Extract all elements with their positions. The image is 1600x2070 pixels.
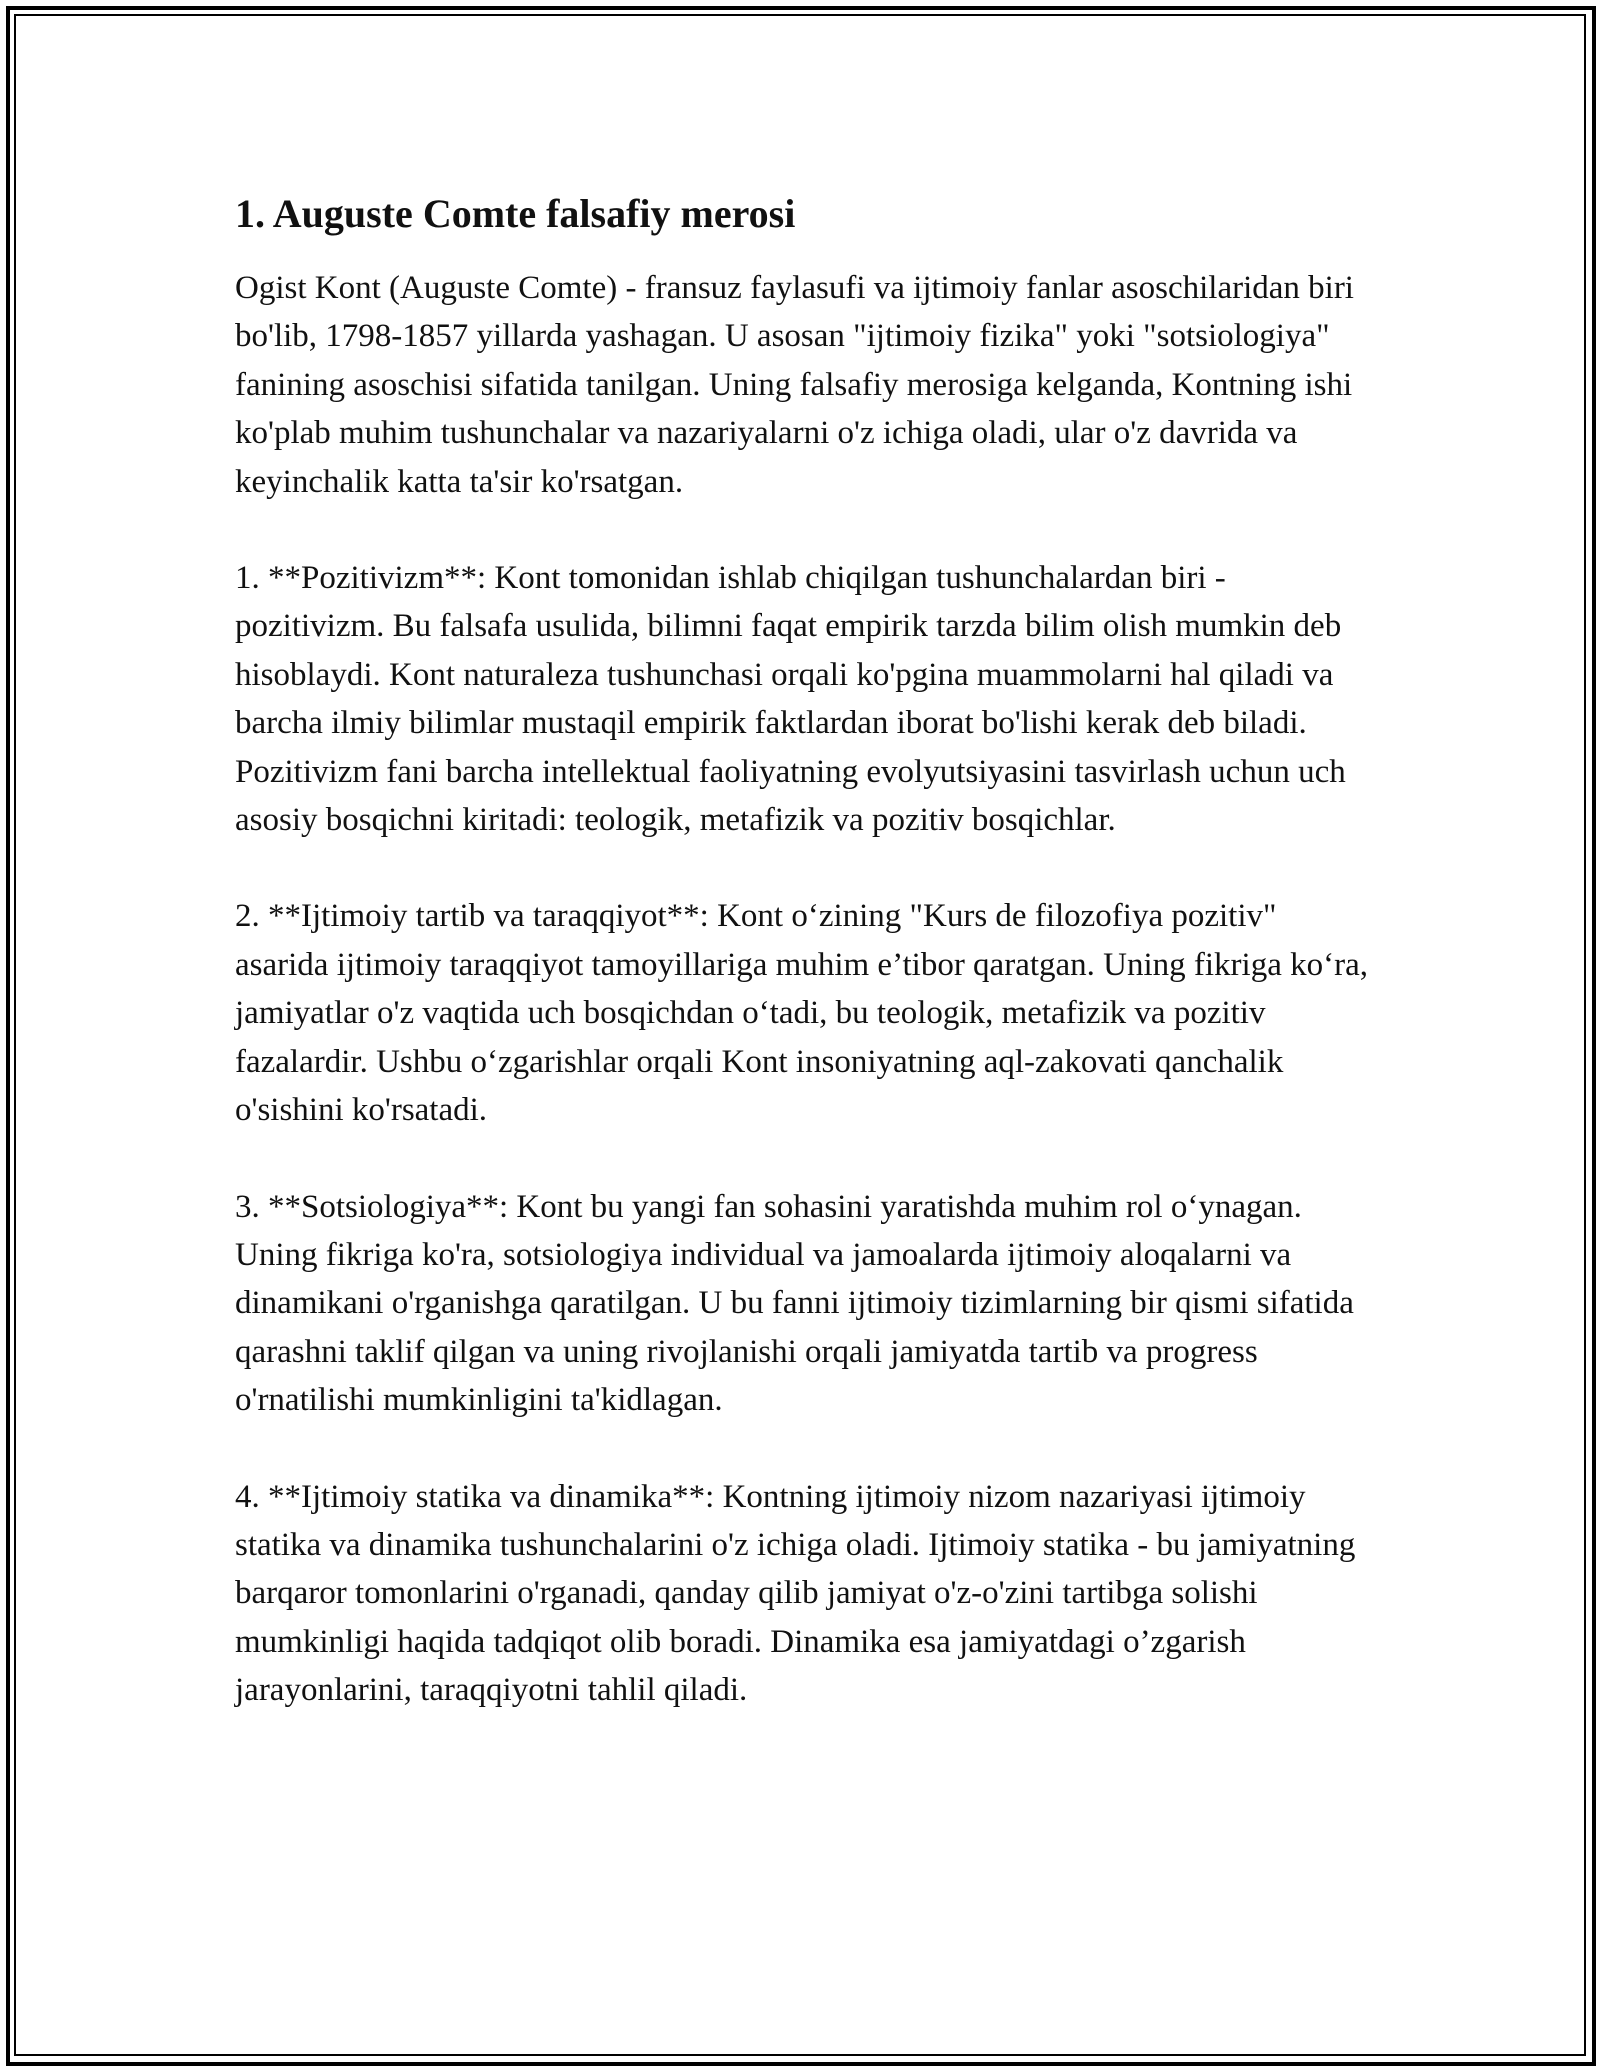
statika-dinamika-paragraph: 4. **Ijtimoiy statika va dinamika**: Kontning ijtimoiy nizom nazariyasi ijtimoiy statika va dinamika tushunchalarini o'z ichiga oladi. Ijtimoiy statika - bu jamiyatning barqaror tomonlarini o'rganadi, qanday qilib jamiyat o'z-o'zini tartibga solishi mumkinligi haqida tadqiqot olib boradi. Dinamika esa jamiyatdagi o’zgarish jarayonlarini, taraqqiyotni tahlil qiladi. (235, 1478, 1356, 1709)
sotsiologiya-paragraph: 3. **Sotsiologiya**: Kont bu yangi fan sohasini yaratishda muhim rol o‘ynagan. Uning fikriga ko'ra, sotsiologiya individual va jamoalarda ijtimoiy aloqalarni va dinamikani o'rganishga qaratilgan. U bu fanni ijtimoiy tizimlarning bir qismi sifatida qarashni taklif qilgan va uning rivojlanishi orqali jamiyatda tartib va progress o'rnatilishi mumkinligini ta'kidlagan. (235, 1188, 1354, 1419)
intro-paragraph: Ogist Kont (Auguste Comte) - fransuz faylasufi va ijtimoiy fanlar asoschilaridan biri bo'lib, 1798-1857 yillarda yashagan. U asosan "ijtimoiy fizika" yoki "sotsiologiya" fanining asoschisi sifatida tanilgan. Uning falsafiy merosiga kelganda, Kontning ishi ko'plab muhim tushunchalar va nazariyalarni o'z ichiga oladi, ular o'z davrida va keyinchalik katta ta'sir ko'rsatgan. (235, 270, 1354, 500)
document-body (235, 190, 1375, 1763)
pozitivizm-paragraph: 1. **Pozitivizm**: Kont tomonidan ishlab chiqilgan tushunchalardan biri - pozitivizm. Bu falsafa usulida, bilimni faqat empirik tarzda bilim olish mumkin deb hisoblaydi. Kont naturaleza tushunchasi orqali ko'pgina muammolarni hal qiladi va barcha ilmiy bilimlar mustaqil empirik faktlardan iborat bo'lishi kerak deb biladi. Pozitivizm fani barcha intellektual faoliyatning evolyutsiyasini tasvirlash uchun uch asosiy bosqichni kiritadi: teologik, metafizik va pozitiv bosqichlar. (235, 560, 1346, 839)
ijtimoiy-tartib-paragraph: 2. **Ijtimoiy tartib va taraqqiyot**: Kont o‘zining "Kurs de filozofiya pozitiv" asarida ijtimoiy taraqqiyot tamoyillariga muhim e’tibor qaratgan. Uning fikriga ko‘ra, jamiyatlar o'z vaqtida uch bosqichdan o‘tadi, bu teologik, metafizik va pozitiv fazalardir. Ushbu o‘zgarishlar orqali Kont insoniyatning aql-zakovati qanchalik o'sishini ko'rsatadi. (235, 898, 1368, 1129)
document-title: 1. Auguste Comte falsafiy merosi (235, 191, 796, 236)
